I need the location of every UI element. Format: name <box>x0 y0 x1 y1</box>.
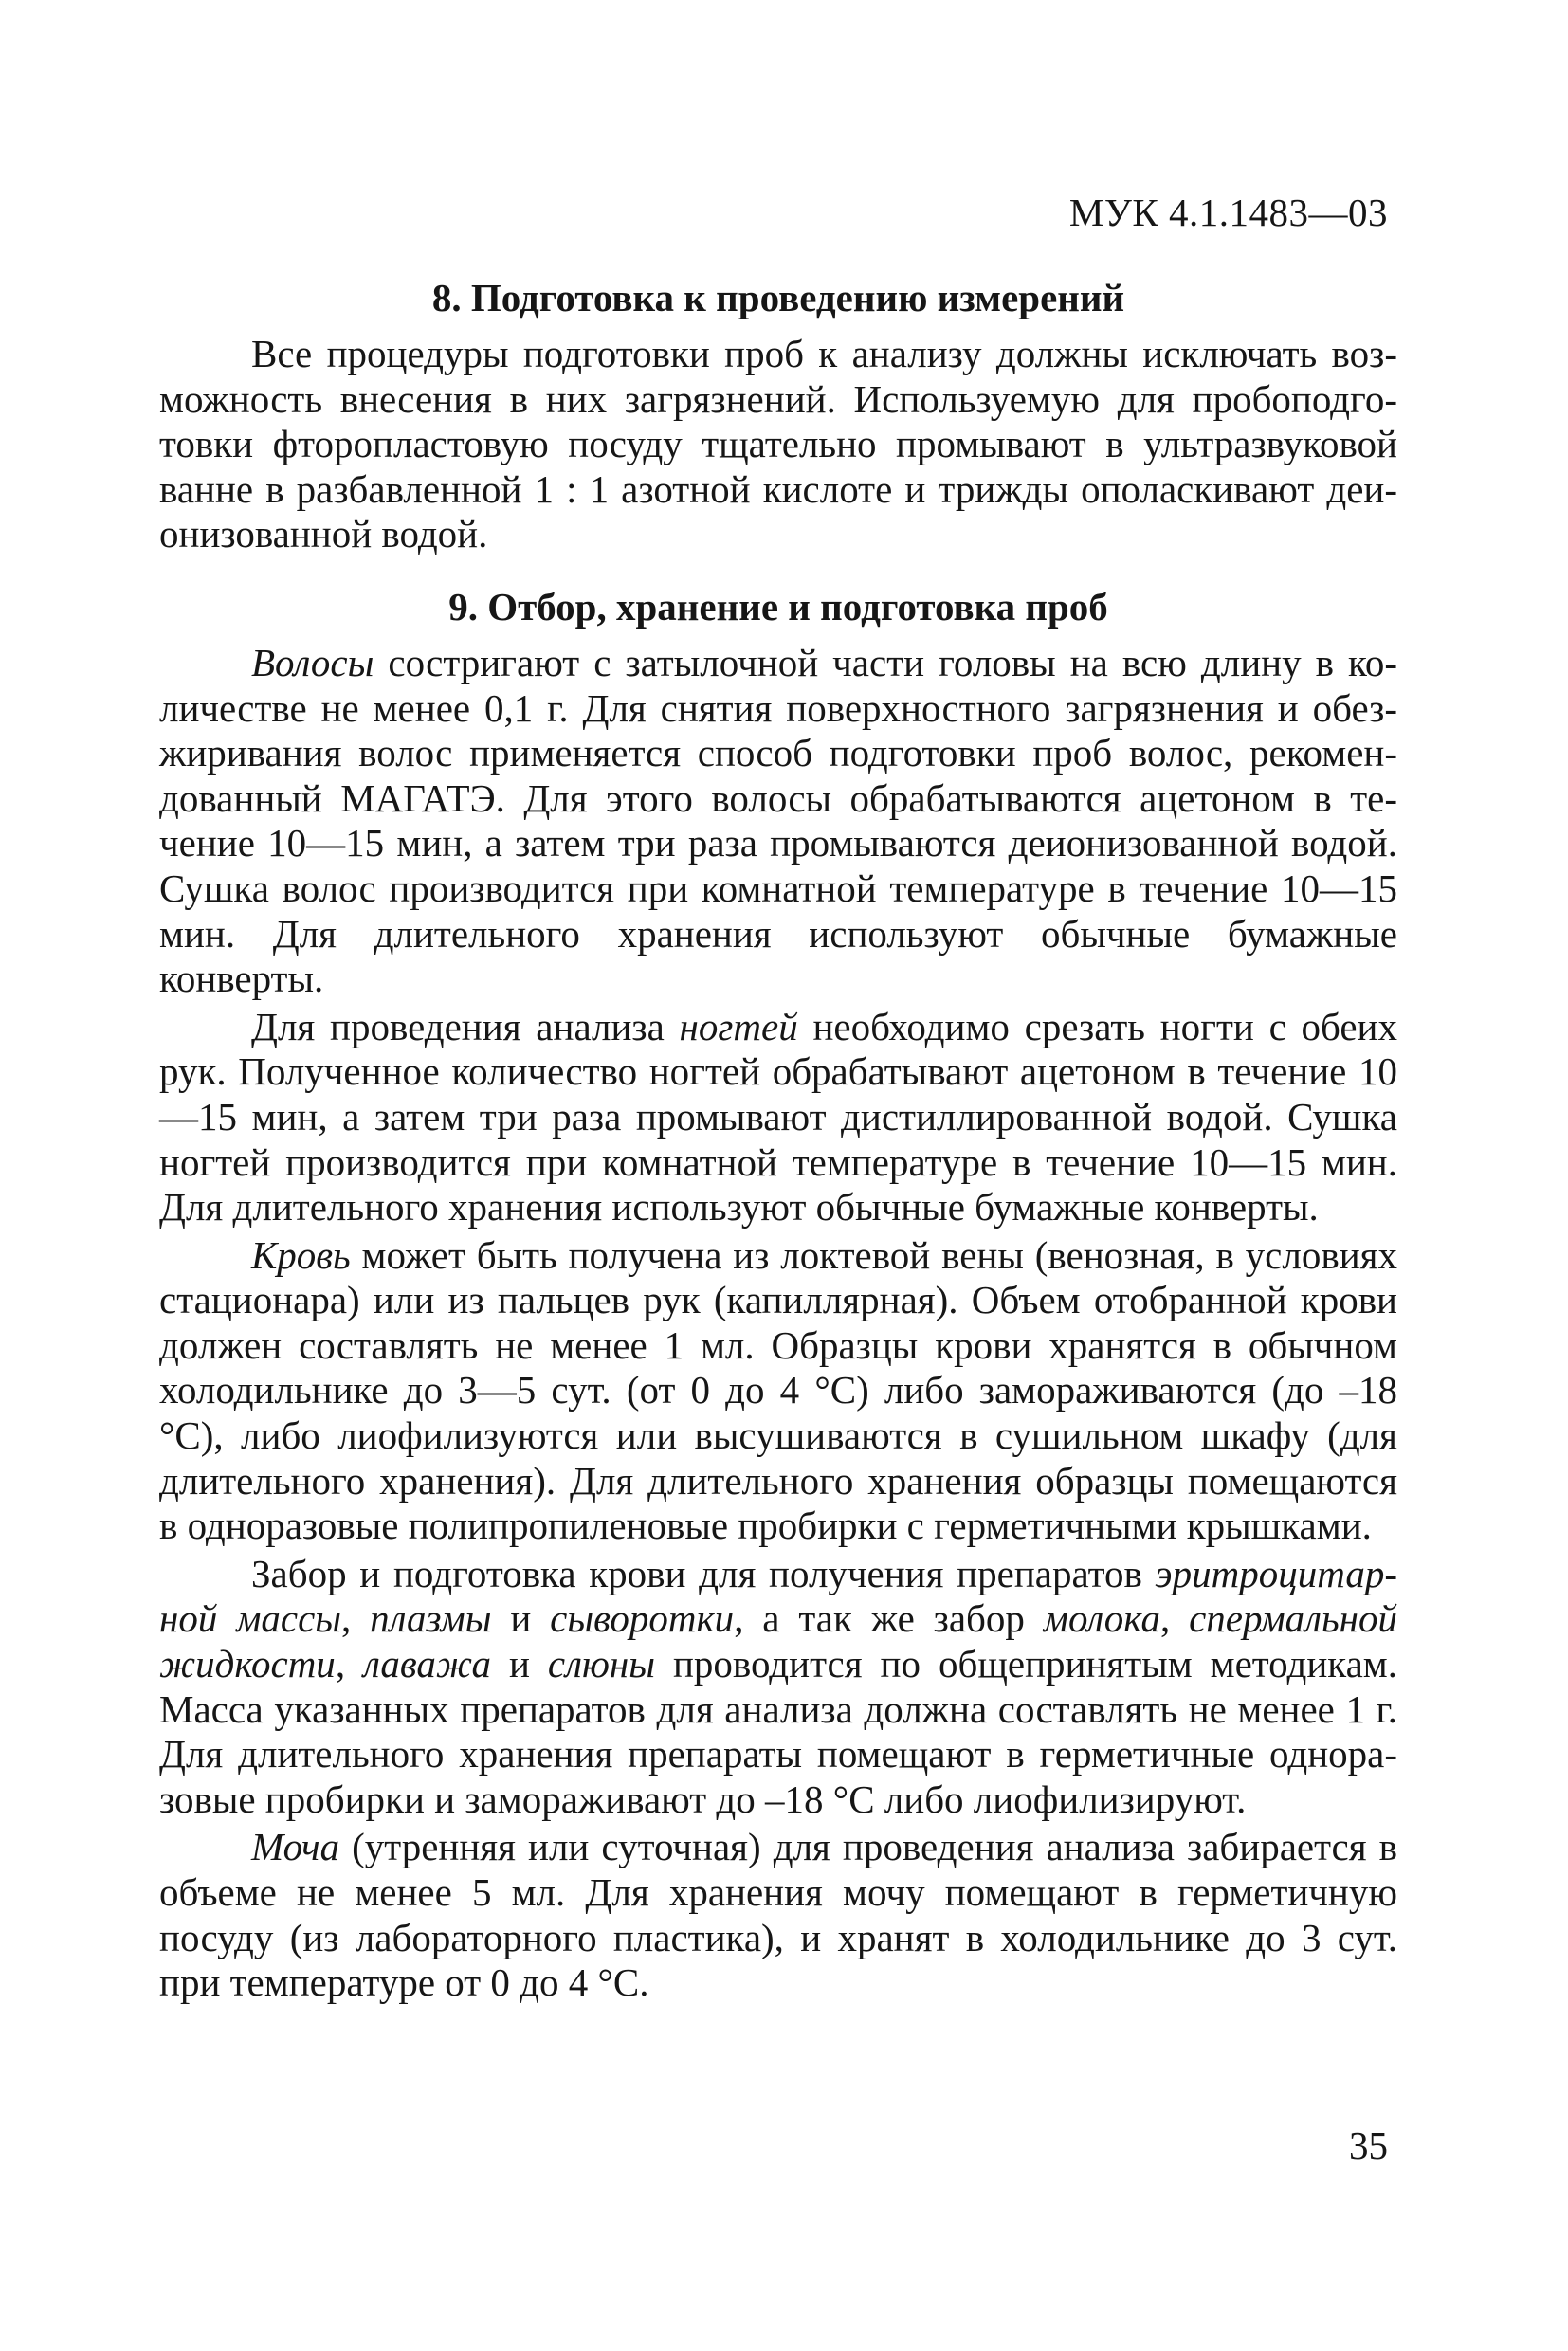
hair-text: состригают с затылочной части головы на всю длину в количестве не менее 0,1 г. Для снятия поверхностного загрязнения и обезжиривания волос применяется способ подготовки проб волос, рекомендованный МАГАТЭ. Для этого волосы обрабатываются ацетоном в течение 10—15 мин, а затем три раза промываются деионизованной водой. Сушка волос производится при комнатной температуре в течение 10—15 мин. Для длительного хранения используют обычные бумажные конверты. <box>159 640 1397 1001</box>
hair-term: Волосы <box>251 640 374 684</box>
lavage-term: лаважа <box>363 1642 492 1686</box>
preparations-text-6: , <box>335 1642 364 1686</box>
blood-term: Кровь <box>251 1232 351 1277</box>
urine-text: (утренняя или суточная) для проведения анализа забирается в объеме не менее 5 мл. Для хранения мочу помещают в герметичную посуду (из лабораторного пластика), и хранят в холодильнике до 3 сут. при температуре от 0 до 4 °С. <box>159 1825 1397 2005</box>
preparations-text-2: , <box>341 1596 371 1641</box>
erythrocyte-mass-term: эритроцитарной массы <box>159 1551 1397 1641</box>
nails-text-after: необходимо срезать ногти с обеих рук. Полученное количество ногтей обрабатывают ацетоном в течение 10—15 мин, а затем три раза промывают дистиллированной водой. Сушка ногтей производится при комнатной температуре в течение 10—15 мин. Для длительного хранения используют обычные бумажные конверты. <box>159 1004 1398 1230</box>
urine-term: Моча <box>251 1825 340 1869</box>
milk-term: молока <box>1043 1596 1160 1641</box>
blood-text: может быть получена из локтевой вены (венозная, в условиях стационара) или из пальцев рук (капиллярная). Объем отобранной крови должен составлять не менее 1 мл. Образцы крови хранятся в обычном холодильнике до 3—5 сут. (от 0 до 4 °С) либо замораживаются (до –18 °С), либо лиофилизуются или высушиваются в сушильном шкафу (для длительного хранения). Для длительного хранения образцы помещаются в одноразовые полипропиленовые пробирки с герметичными крышками. <box>159 1232 1397 1548</box>
urine-paragraph <box>159 1825 1397 2005</box>
section-8-heading: 8. Подготовка к проведению измерений <box>431 276 1125 319</box>
page-content <box>159 275 1397 2006</box>
seminal-fluid-term: спермальной жидкости <box>159 1596 1397 1686</box>
section-8-paragraph: Все процедуры подготовки проб к анализу должны исключать возможность внесения в них загрязнений. Используемую для пробоподготовки фторопластовую посуду тщательно промывают в ультразвуковой ванне в разбавленной 1 : 1 азотной кислоте и трижды ополаскивают деионизованной водой. <box>159 332 1397 556</box>
section-9-heading: 9. Отбор, хранение и подготовка проб <box>448 584 1108 629</box>
preparations-text-7: и <box>491 1642 548 1686</box>
blood-paragraph <box>159 1233 1397 1549</box>
hair-paragraph <box>159 641 1397 1002</box>
plasma-term: плазмы <box>370 1596 492 1641</box>
nails-paragraph <box>159 1005 1397 1230</box>
preparations-text-3: и <box>491 1596 551 1641</box>
preparations-text-8: проводится по общепринятым методикам. Масса указанных препаратов для анализа должна составлять не менее 1 г. Для длительного хранения препараты помещают в герметичные одноразовые пробирки и замораживают до –18 °С либо лиофилизируют. <box>159 1642 1397 1821</box>
preparations-text-4: , а так же забор <box>734 1596 1044 1641</box>
page-number: 35 <box>1349 2123 1388 2167</box>
nails-term: ногтей <box>679 1004 798 1048</box>
saliva-term: слюны <box>547 1642 655 1686</box>
preparations-text-5: , <box>1159 1596 1190 1641</box>
preparations-text-1: Забор и подготовка крови для получения препаратов <box>251 1551 1156 1595</box>
serum-term: сыворотки <box>550 1596 735 1641</box>
nails-text-before: Для проведения анализа <box>251 1004 680 1048</box>
document-code: МУК 4.1.1483—03 <box>1068 191 1388 234</box>
preparations-paragraph <box>159 1552 1397 1823</box>
